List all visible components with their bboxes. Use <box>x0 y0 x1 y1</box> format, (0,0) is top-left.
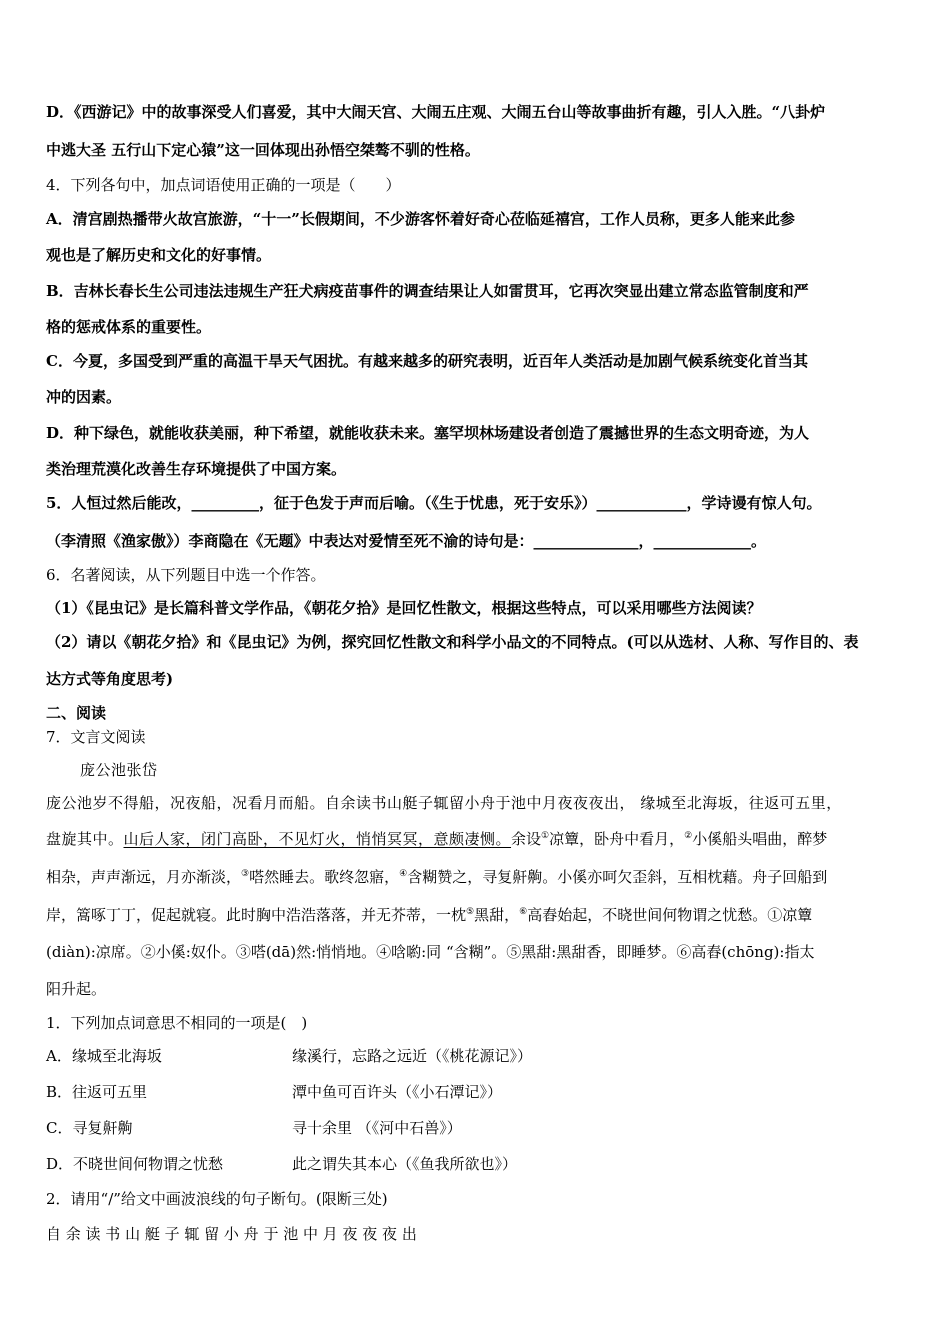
passage-line-1: 庞公池岁不得船，况夜船，况看月而船。自余读书山艇子辄留小舟于池中月夜夜夜出， 缘城至北海坂，往返可五里， <box>46 794 842 812</box>
footnote-mark: ⑥ <box>519 907 528 917</box>
option-d-line1: D．种下绿色，就能收获美丽，种下希望，就能收获未来。塞罕坝林场建设者创造了震撼世界的生态文明奇迹，为人 <box>46 424 810 442</box>
option-left: A．缘城至北海坂 <box>46 1047 162 1065</box>
option-a-line2: 观也是了解历史和文化的好事情。 <box>46 246 272 264</box>
footnotes-line-1: (diàn):凉席。②小傒:奴仆。③嗒(dā)然:悄悄地。④唅喲:同 “含糊”。⑤黑甜:黑甜香，即睡梦。⑥高舂(chōng):指太 <box>46 943 815 961</box>
passage-text: 相杂，声声渐远，月亦渐淡， <box>46 868 242 886</box>
question-7: 7．文言文阅读 <box>46 728 146 746</box>
sub-question-1: 1．下列加点词意思不相同的一项是( ) <box>46 1014 308 1032</box>
sub-question-1-option-b-ref: 潭中鱼可百许头（《小石潭记》） <box>292 1083 503 1101</box>
underlined-sentence: 山后人家，闭门高卧，不见灯火，悄悄冥冥，意颇凄恻。 <box>123 830 512 848</box>
footnote-mark: ③ <box>241 869 250 879</box>
option-a-line1: A．清宫剧热播带火故宫旅游，“十一”长假期间，不少游客怀着好奇心莅临延禧宫，工作人员称，更多人能来此参 <box>46 210 795 228</box>
question-6: 6．名著阅读，从下列题目中选一个作答。 <box>46 566 326 584</box>
sub-question-1-option-c: C．寻复鼾齁 <box>46 1119 133 1137</box>
option-d-line2: 类治理荒漠化改善生存环境提供了中国方案。 <box>46 460 347 478</box>
option-c-line1: C．今夏，多国受到严重的高温干旱天气困扰。有越来越多的研究表明，近百年人类活动是加剧气候系统变化首当其 <box>46 352 808 370</box>
sub-question-1-option-a <box>46 1045 162 1066</box>
passage-text: 盘旋其中。 <box>46 830 124 848</box>
passage-text: 岸，篙啄丁丁，促起就寝。此时胸中浩浩落落，并无芥蒂，一枕 <box>46 906 467 924</box>
passage-text: 含糊赞之，寻复鼾齁。小傒亦呵欠歪斜，互相枕藉。舟子回船到 <box>407 868 828 886</box>
passage-line-2 <box>46 828 827 849</box>
passage-line-3 <box>46 866 827 887</box>
footnote-mark: ④ <box>399 869 408 879</box>
footnote-mark: ⑤ <box>466 907 475 917</box>
option-d-xiyouji-line1: D．《西游记》中的故事深受人们喜爱，其中大闹天宫、大闹五庄观、大闹五台山等故事曲折有趣，引人入胜。“八卦炉 <box>46 103 826 121</box>
footnote-mark: ② <box>684 831 693 841</box>
passage-text: 凉簟，卧舟中看月， <box>549 830 685 848</box>
sub-question-2-sentence: 自 余 读 书 山 艇 子 辄 留 小 舟 于 池 中 月 夜 夜 夜 出 <box>46 1225 417 1243</box>
passage-text: 小傒船头唱曲，醉梦 <box>692 830 828 848</box>
sub-question-1-option-b: B．往返可五里 <box>46 1083 148 1101</box>
question-6-option-2-line2: 达方式等角度思考) <box>46 670 174 688</box>
question-5-line1: 5．人恒过然后能改，_________，征于色发于声而后喻。（《生于忧患，死于安乐》）____________，学诗谩有惊人句。 <box>46 494 822 512</box>
question-5-line2: （李清照《渔家傲》）李商隐在《无题》中表达对爱情至死不渝的诗句是：______________，_____________。 <box>46 532 767 550</box>
sub-question-1-option-d-ref: 此之谓失其本心（《鱼我所欲也》） <box>292 1155 518 1173</box>
sub-question-1-option-a-ref: 缘溪行，忘路之远近（《桃花源记》） <box>292 1047 533 1065</box>
option-b-line1: B．吉林长春长生公司违法违规生产狂犬病疫苗事件的调查结果让人如雷贯耳，它再次突显出建立常态监管制度和严 <box>46 282 809 300</box>
sub-question-2: 2．请用“/”给文中画波浪线的句子断句。(限断三处) <box>46 1190 388 1208</box>
footnote-mark: ① <box>541 831 550 841</box>
passage-text: 嗒然睡去。歌终忽寤， <box>249 868 400 886</box>
question-6-option-2-line1: （2）请以《朝花夕拾》和《昆虫记》为例，探究回忆性散文和科学小品文的不同特点。(可以从选材、人称、写作目的、表 <box>46 633 859 651</box>
passage-text: 高舂始起，不晓世间何物谓之忧愁。①凉簟 <box>527 906 813 924</box>
passage-title: 庞公池张岱 <box>80 761 158 779</box>
option-d-xiyouji-line2: 中逃大圣 五行山下定心猿”这一回体现出孙悟空桀骜不驯的性格。 <box>46 141 480 159</box>
footnotes-line-2: 阳升起。 <box>46 980 107 998</box>
question-6-option-1: （1）《昆虫记》是长篇科普文学作品，《朝花夕拾》是回忆性散文，根据这些特点，可以采用哪些方法阅读？ <box>46 599 762 617</box>
sub-question-1-option-d: D．不晓世间何物谓之忧愁 <box>46 1155 224 1173</box>
section-2-heading: 二、阅读 <box>46 704 107 722</box>
passage-line-4 <box>46 904 812 925</box>
passage-text: 黑甜， <box>474 906 520 924</box>
sub-question-1-option-c-ref: 寻十余里 （《河中石兽》） <box>292 1119 462 1137</box>
question-4: 4．下列各句中，加点词语使用正确的一项是（ ） <box>46 176 401 194</box>
option-b-line2: 格的惩戒体系的重要性。 <box>46 318 212 336</box>
passage-text: 余设 <box>511 830 542 848</box>
option-c-line2: 冲的因素。 <box>46 388 122 406</box>
